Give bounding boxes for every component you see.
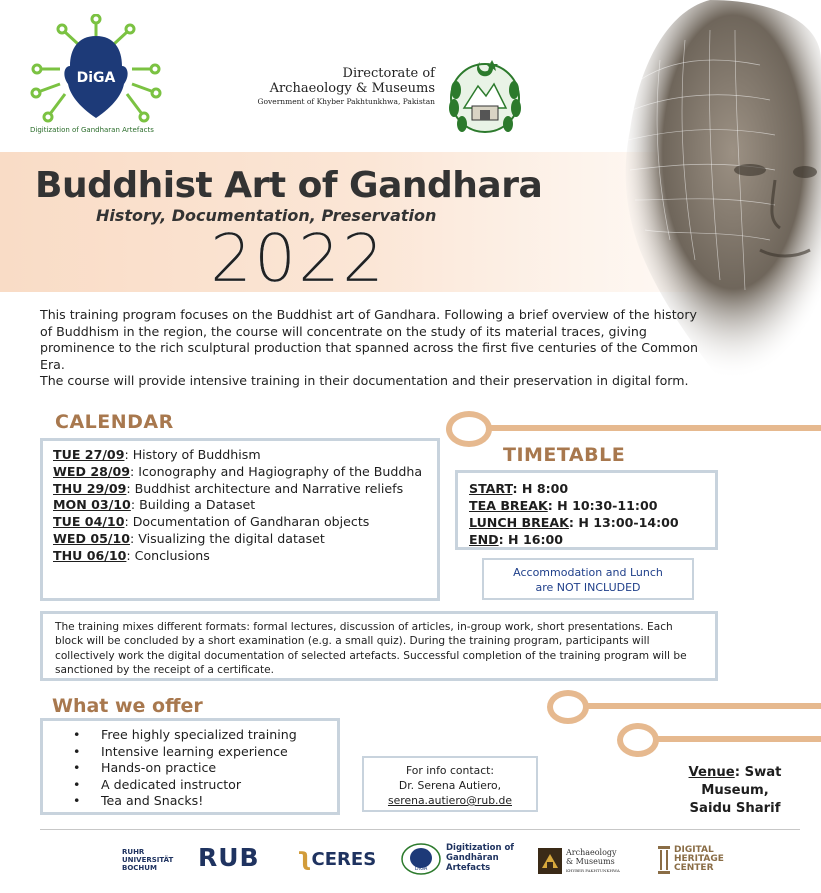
- venue-label: Venue: [688, 765, 735, 780]
- timetable-heading: TIMETABLE: [503, 444, 626, 466]
- calendar-item: MON 03/10: Building a Dataset: [53, 497, 256, 513]
- kp-emblem-icon: [440, 50, 530, 140]
- calendar-item: TUE 27/09: History of Buddhism: [53, 447, 261, 462]
- diga-logo: [30, 14, 165, 139]
- calendar-item: TUE 04/10: Documentation of Gandharan objects: [53, 514, 370, 530]
- directorate-line-2: Archaeology & Museums: [269, 81, 435, 96]
- calendar-heading: CALENDAR: [55, 411, 174, 433]
- contact-box: [362, 756, 538, 812]
- archaeology-emblem-icon: [538, 848, 562, 874]
- list-item: • Free highly specialized training: [73, 727, 325, 744]
- diga-caption: Digitization of Gandharan Artefacts: [30, 126, 154, 134]
- list-item: • A dedicated instructor: [73, 777, 325, 794]
- directorate-title: [215, 66, 435, 107]
- ceres-mark-icon: ʅ: [297, 843, 312, 871]
- intro-paragraph-1: This training program focuses on the Buddhist art of Gandhara. Following a brief overview of the history of Buddhism in the region, the course will concentrate on the study of its material traces, giving prominence to the rich sculptural production that spanned across the first five centuries of the Common Era.: [40, 307, 699, 372]
- intro-paragraph-2: The course will provide intensive training in their documentation and their preservation in digital form.: [40, 373, 689, 388]
- connector-ring: [446, 411, 492, 447]
- connector-bar: [587, 703, 821, 709]
- accommodation-note: Accommodation and Lunch are NOT INCLUDED: [482, 558, 694, 600]
- diga-footer-logo: DiGA Digitization of Gandhāran Artefacts: [401, 843, 441, 879]
- timetable-row: START: H 8:00: [469, 481, 569, 496]
- training-format-text: The training mixes different formats: formal lectures, discussion of articles, in-group work, short presentations. Each block will be concluded by a short examination (e.g. a small quiz). During the training program, participants will collectively work the digital documentation of selected artefacts. Successful completion of the training program will be sanctioned by the receipt of a certificate.: [40, 611, 718, 681]
- contact-label: For info contact:: [405, 764, 495, 777]
- contact-name: Dr. Serena Autiero,: [398, 779, 502, 792]
- list-item: • Hands-on practice: [73, 760, 325, 777]
- connector-ring: [617, 723, 659, 757]
- heritage-column-icon: [657, 846, 671, 874]
- directorate-line-1: Directorate of: [342, 66, 435, 81]
- connector-ring: [547, 690, 589, 724]
- timetable-box: [455, 470, 718, 550]
- footer-divider: [40, 829, 800, 830]
- page-subtitle: History, Documentation, Preservation: [96, 206, 437, 225]
- offer-heading: What we offer: [52, 695, 203, 717]
- list-item: • Tea and Snacks!: [73, 793, 325, 810]
- timetable-row: LUNCH BREAK: H 13:00-14:00: [469, 515, 679, 530]
- timetable-row: END: H 16:00: [469, 532, 564, 547]
- diga-logo-text: DiGA: [76, 70, 116, 86]
- connector-bar: [490, 425, 821, 431]
- calendar-item: THU 06/10: Conclusions: [53, 547, 210, 563]
- timetable-row: TEA BREAK: H 10:30-11:00: [469, 498, 658, 513]
- calendar-item: WED 28/09: Iconography and Hagiography of the Buddha: [53, 463, 423, 479]
- venue-info: Venue: Swat Museum, Saidu Sharif: [688, 765, 782, 816]
- diga-badge-icon: [401, 843, 441, 875]
- calendar-box: [40, 438, 440, 601]
- calendar-item: THU 29/09: Buddhist architecture and Narrative reliefs: [53, 480, 404, 496]
- contact-email-link[interactable]: serena.autiero@rub.de: [387, 794, 512, 807]
- svg-text:DiGA: DiGA: [414, 866, 428, 872]
- page-title: Buddhist Art of Gandhara: [35, 165, 543, 206]
- list-item: • Intensive learning experience: [73, 744, 325, 761]
- ruhr-uni-logo: RUHR UNIVERSITÄT BOCHUM: [122, 848, 174, 872]
- year-label: 2022: [210, 220, 386, 297]
- archaeology-footer-logo: Archaeology & Museums KHYBER PAKHTUNKHWA: [538, 848, 562, 878]
- connector-bar: [657, 736, 821, 742]
- ceres-logo: ʅCERES: [297, 843, 377, 871]
- calendar-item: WED 05/10: Visualizing the digital dataset: [53, 530, 325, 546]
- rub-logo: RUB: [198, 843, 260, 872]
- directorate-line-3: Government of Khyber Pakhtunkhwa, Pakistan: [257, 97, 435, 106]
- digital-heritage-center-logo: DIGITAL HERITAGE CENTER: [657, 846, 671, 878]
- intro-text: [40, 307, 700, 390]
- offer-box: [40, 718, 340, 815]
